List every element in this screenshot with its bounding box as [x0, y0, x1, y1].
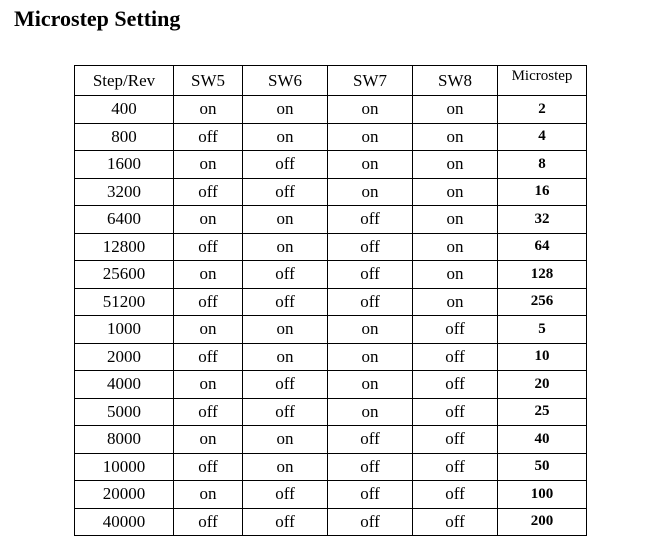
sw5-cell: on: [174, 481, 243, 509]
sw8-cell: on: [413, 233, 498, 261]
sw8-cell: on: [413, 178, 498, 206]
sw6-cell: on: [243, 426, 328, 454]
table-row: [75, 96, 587, 124]
header-row: [75, 66, 587, 96]
sw7-cell: on: [328, 123, 413, 151]
sw6-cell: on: [243, 96, 328, 124]
sw8-cell: off: [413, 508, 498, 536]
table-row: [75, 371, 587, 399]
step-rev-cell: 5000: [75, 398, 174, 426]
step-rev-cell: 1000: [75, 316, 174, 344]
step-rev-cell: 51200: [75, 288, 174, 316]
sw8-cell: off: [413, 371, 498, 399]
step-rev-cell: 800: [75, 123, 174, 151]
sw5-cell: off: [174, 453, 243, 481]
sw8-cell: off: [413, 316, 498, 344]
step-rev-cell: 20000: [75, 481, 174, 509]
step-rev-cell: 400: [75, 96, 174, 124]
sw8-cell: off: [413, 398, 498, 426]
sw8-cell: off: [413, 453, 498, 481]
sw8-cell: on: [413, 151, 498, 179]
step-rev-cell: 10000: [75, 453, 174, 481]
table-row: [75, 261, 587, 289]
sw7-cell: on: [328, 316, 413, 344]
table-row: [75, 206, 587, 234]
sw7-cell: on: [328, 178, 413, 206]
sw7-cell: on: [328, 398, 413, 426]
header-step-rev: Step/Rev: [75, 66, 174, 96]
sw5-cell: off: [174, 398, 243, 426]
sw5-cell: off: [174, 508, 243, 536]
microstep-cell: 10: [498, 343, 587, 371]
sw7-cell: off: [328, 508, 413, 536]
microstep-cell: 20: [498, 371, 587, 399]
step-rev-cell: 12800: [75, 233, 174, 261]
sw7-cell: off: [328, 426, 413, 454]
sw5-cell: off: [174, 178, 243, 206]
sw7-cell: off: [328, 206, 413, 234]
step-rev-cell: 8000: [75, 426, 174, 454]
sw5-cell: on: [174, 371, 243, 399]
step-rev-cell: 3200: [75, 178, 174, 206]
microstep-cell: 200: [498, 508, 587, 536]
step-rev-cell: 6400: [75, 206, 174, 234]
sw5-cell: off: [174, 123, 243, 151]
sw8-cell: off: [413, 481, 498, 509]
sw8-cell: on: [413, 123, 498, 151]
sw7-cell: off: [328, 481, 413, 509]
microstep-cell: 2: [498, 96, 587, 124]
sw5-cell: off: [174, 288, 243, 316]
microstep-cell: 40: [498, 426, 587, 454]
step-rev-cell: 4000: [75, 371, 174, 399]
header-sw6: SW6: [243, 66, 328, 96]
table-row: [75, 508, 587, 536]
sw8-cell: off: [413, 426, 498, 454]
sw6-cell: off: [243, 508, 328, 536]
sw6-cell: off: [243, 481, 328, 509]
microstep-cell: 64: [498, 233, 587, 261]
sw7-cell: on: [328, 343, 413, 371]
microstep-cell: 100: [498, 481, 587, 509]
sw7-cell: on: [328, 151, 413, 179]
table-row: [75, 453, 587, 481]
page-title: Microstep Setting: [14, 6, 181, 31]
microstep-cell: 8: [498, 151, 587, 179]
sw6-cell: on: [243, 233, 328, 261]
sw6-cell: off: [243, 371, 328, 399]
microstep-cell: 16: [498, 178, 587, 206]
step-rev-cell: 40000: [75, 508, 174, 536]
microstep-cell: 50: [498, 453, 587, 481]
sw5-cell: on: [174, 206, 243, 234]
sw6-cell: on: [243, 453, 328, 481]
sw5-cell: off: [174, 343, 243, 371]
sw7-cell: on: [328, 96, 413, 124]
table-row: [75, 233, 587, 261]
microstep-cell: 25: [498, 398, 587, 426]
table-row: [75, 151, 587, 179]
table-row: [75, 123, 587, 151]
sw7-cell: off: [328, 288, 413, 316]
table-row: [75, 398, 587, 426]
step-rev-cell: 25600: [75, 261, 174, 289]
table-row: [75, 288, 587, 316]
microstep-cell: 5: [498, 316, 587, 344]
header-sw5: SW5: [174, 66, 243, 96]
microstep-cell: 4: [498, 123, 587, 151]
table-row: [75, 426, 587, 454]
sw6-cell: on: [243, 343, 328, 371]
step-rev-cell: 1600: [75, 151, 174, 179]
sw7-cell: on: [328, 371, 413, 399]
microstep-table: [74, 65, 587, 536]
sw5-cell: on: [174, 316, 243, 344]
sw6-cell: off: [243, 288, 328, 316]
table-row: [75, 343, 587, 371]
sw5-cell: on: [174, 426, 243, 454]
sw5-cell: on: [174, 261, 243, 289]
sw7-cell: off: [328, 233, 413, 261]
header-sw7: SW7: [328, 66, 413, 96]
sw7-cell: off: [328, 453, 413, 481]
sw8-cell: on: [413, 206, 498, 234]
microstep-cell: 128: [498, 261, 587, 289]
sw5-cell: on: [174, 96, 243, 124]
step-rev-cell: 2000: [75, 343, 174, 371]
table-row: [75, 178, 587, 206]
sw8-cell: off: [413, 343, 498, 371]
sw6-cell: on: [243, 206, 328, 234]
sw8-cell: on: [413, 288, 498, 316]
sw7-cell: off: [328, 261, 413, 289]
microstep-cell: 32: [498, 206, 587, 234]
sw8-cell: on: [413, 261, 498, 289]
table-row: [75, 316, 587, 344]
sw8-cell: on: [413, 96, 498, 124]
sw5-cell: on: [174, 151, 243, 179]
sw5-cell: off: [174, 233, 243, 261]
sw6-cell: off: [243, 151, 328, 179]
sw6-cell: off: [243, 261, 328, 289]
header-microstep: Microstep: [498, 66, 587, 96]
table-row: [75, 481, 587, 509]
sw6-cell: on: [243, 123, 328, 151]
sw6-cell: off: [243, 178, 328, 206]
header-sw8: SW8: [413, 66, 498, 96]
sw6-cell: on: [243, 316, 328, 344]
sw6-cell: off: [243, 398, 328, 426]
microstep-cell: 256: [498, 288, 587, 316]
